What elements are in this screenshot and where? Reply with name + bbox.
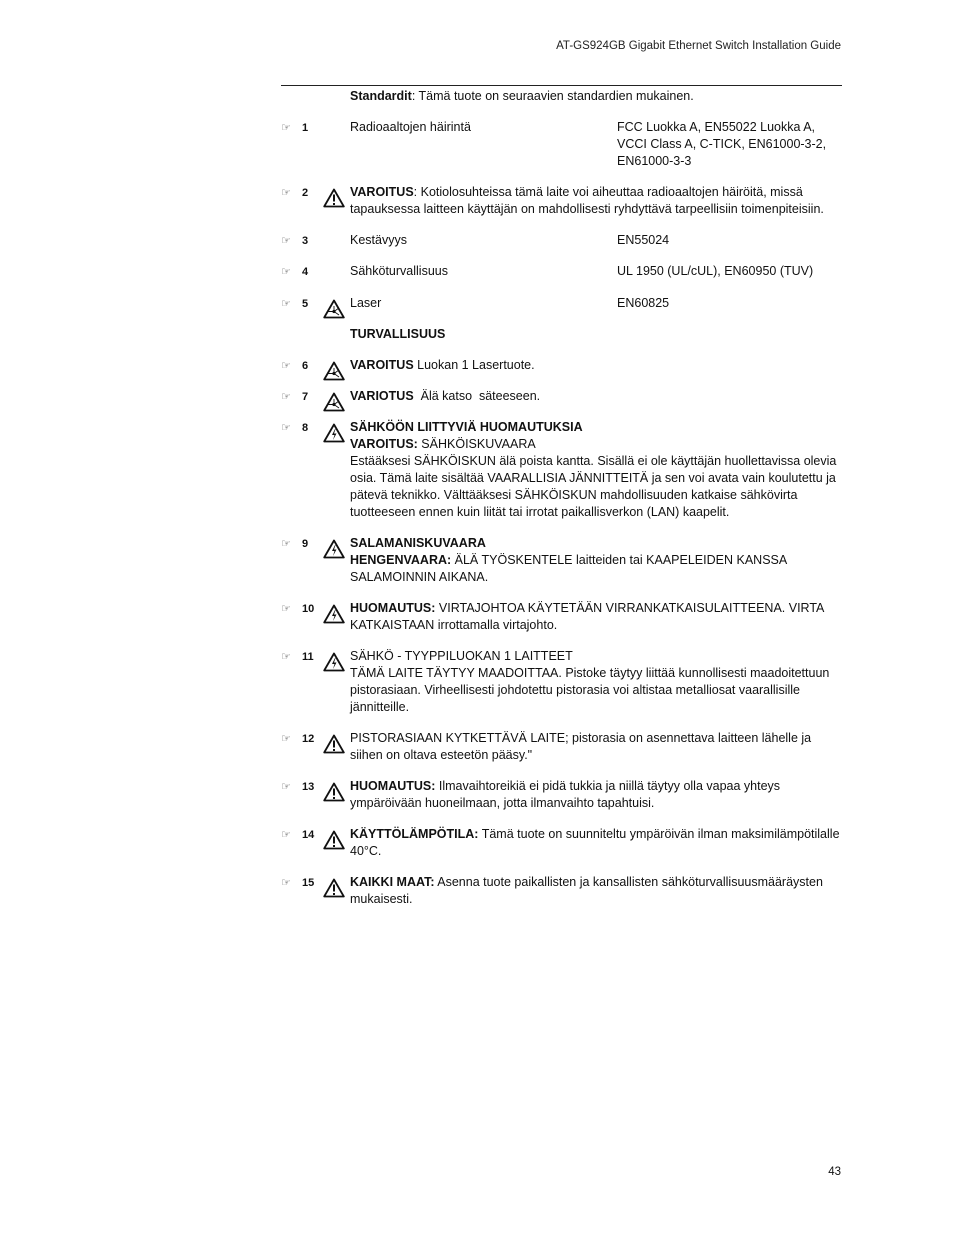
list-item xyxy=(281,874,842,908)
pointing-hand-icon: ☞ xyxy=(281,391,291,403)
running-header: AT-GS924GB Gigabit Ethernet Switch Installation Guide xyxy=(556,40,841,52)
item-number: ☞ 11 xyxy=(281,649,321,666)
laser-warning-icon xyxy=(323,299,345,319)
item-number: ☞ 9 xyxy=(281,536,321,553)
header-rule xyxy=(281,85,842,86)
list-item xyxy=(281,357,842,374)
list-item xyxy=(281,119,842,170)
item-bold: VAROITUS: xyxy=(350,437,418,451)
item-text: Ilmavaihtoreikiä ei pidä tukkia ja niillä täytyy olla vapaa yhteys ympäröivään huoneilmaan, jotta ilmanvaihto tapahtuisi. xyxy=(350,779,781,810)
document-body xyxy=(281,88,842,908)
item-text: : Kotiolosuhteissa tämä laite voi aiheuttaa radioaaltojen häiröitä, missä tapauksessa laitteen käyttäjän on mahdollisesti ryhdyttävä tarpeellisiin toimenpiteisiin. xyxy=(350,185,824,216)
pointing-hand-icon: ☞ xyxy=(281,422,291,434)
pointing-hand-icon: ☞ xyxy=(281,651,291,663)
pointing-hand-icon: ☞ xyxy=(281,829,291,841)
laser-warning-icon xyxy=(323,392,345,412)
item-text: SÄHKÖISKUVAARA xyxy=(417,437,536,451)
list-item xyxy=(281,535,842,586)
list-item xyxy=(281,419,842,521)
warning-triangle-icon xyxy=(323,188,345,208)
item-number: ☞ 6 xyxy=(281,358,321,375)
pointing-hand-icon: ☞ xyxy=(281,603,291,615)
warning-triangle-icon xyxy=(323,878,345,898)
item-number: ☞ 3 xyxy=(281,233,321,250)
list-item xyxy=(281,388,842,405)
item-bold: HENGENVAARA: xyxy=(350,553,452,567)
item-value: EN60825 xyxy=(617,296,670,310)
item-number: ☞ 7 xyxy=(281,389,321,406)
item-label: Laser xyxy=(350,296,382,310)
pointing-hand-icon: ☞ xyxy=(281,187,291,199)
intro-paragraph xyxy=(281,88,842,105)
item-bold: HUOMAUTUS: xyxy=(350,779,436,793)
intro-text: : Tämä tuote on seuraavien standardien mukainen. xyxy=(411,89,694,103)
item-text: VIRTAJOHTOA KÄYTETÄÄN VIRRANKATKAISULAITTEENA. VIRTA KATKAISTAAN irrottamalla virtajohto. xyxy=(350,601,824,632)
item-number: ☞ 8 xyxy=(281,420,321,437)
item-bold: KAIKKI MAAT: xyxy=(350,875,435,889)
item-number: ☞ 5 xyxy=(281,296,321,313)
warning-triangle-icon xyxy=(323,782,345,802)
item-number: ☞ 10 xyxy=(281,601,321,618)
item-bold: VAROITUS xyxy=(350,185,414,199)
item-label: Radioaaltojen häirintä xyxy=(350,120,471,134)
pointing-hand-icon: ☞ xyxy=(281,781,291,793)
pointing-hand-icon: ☞ xyxy=(281,298,291,310)
item-number: ☞ 14 xyxy=(281,827,321,844)
list-item xyxy=(281,778,842,812)
laser-warning-icon xyxy=(323,361,345,381)
item-text: Älä katso säteeseen. xyxy=(413,389,541,403)
item-heading: SÄHKÖÖN LIITTYVIÄ HUOMAUTUKSIA xyxy=(350,420,583,434)
page-number: 43 xyxy=(828,1166,841,1178)
pointing-hand-icon: ☞ xyxy=(281,235,291,247)
list-item xyxy=(281,826,842,860)
item-bold: VARIOTUS xyxy=(350,389,414,403)
item-number: ☞ 12 xyxy=(281,731,321,748)
item-text: Luokan 1 Lasertuote. xyxy=(413,358,535,372)
item-value: FCC Luokka A, EN55022 Luokka A, VCCI Class A, C-TICK, EN61000-3-2, EN61000-3-3 xyxy=(617,120,827,168)
item-text: ÄLÄ TYÖSKENTELE laitteiden tai KAAPELEIDEN KANSSA SALAMOINNIN AIKANA. xyxy=(350,553,787,584)
electric-shock-icon xyxy=(323,423,345,443)
electric-shock-icon xyxy=(323,652,345,672)
list-item xyxy=(281,730,842,764)
list-item xyxy=(281,648,842,716)
list-item xyxy=(281,263,842,280)
pointing-hand-icon: ☞ xyxy=(281,877,291,889)
item-heading: SÄHKÖ - TYYPPILUOKAN 1 LAITTEET xyxy=(350,649,573,663)
pointing-hand-icon: ☞ xyxy=(281,266,291,278)
item-label: Kestävyys xyxy=(350,233,407,247)
item-bold: VAROITUS xyxy=(350,358,414,372)
pointing-hand-icon: ☞ xyxy=(281,733,291,745)
electric-shock-icon xyxy=(323,604,345,624)
list-item xyxy=(281,295,842,312)
item-text: PISTORASIAAN KYTKETTÄVÄ LAITE; pistorasia on asennettava laitteen lähelle ja siihen on oltava esteetön pääsy." xyxy=(350,731,812,762)
list-item xyxy=(281,184,842,218)
electric-shock-icon xyxy=(323,539,345,559)
item-body: Estääksesi SÄHKÖISKUN älä poista kantta. Sisällä ei ole käyttäjän huollettavissa olevia osia. Tämä laite sisältää VAARALLISIA JÄNNITTEITÄ ja sen voi avata vain koulutettu ja pätevä teknikko. Välttääksesi SÄHKÖISKUN mahdollisuuden katkaise sähkövirta tuotteeseen ennen kuin liität tai irrotat paikallisverkon (LAN) kaapelit. xyxy=(350,454,837,519)
intro-bold: Standardit xyxy=(350,89,412,103)
warning-triangle-icon xyxy=(323,734,345,754)
list-item xyxy=(281,232,842,249)
item-number: ☞ 1 xyxy=(281,120,321,137)
list-item xyxy=(281,600,842,634)
item-value: EN55024 xyxy=(617,233,670,247)
item-value: UL 1950 (UL/cUL), EN60950 (TUV) xyxy=(617,264,814,278)
pointing-hand-icon: ☞ xyxy=(281,360,291,372)
item-number: ☞ 4 xyxy=(281,264,321,281)
item-heading: SALAMANISKUVAARA xyxy=(350,536,486,550)
section-heading: TURVALLISUUS xyxy=(350,327,446,341)
item-label: Sähköturvallisuus xyxy=(350,264,448,278)
item-number: ☞ 13 xyxy=(281,779,321,796)
warning-triangle-icon xyxy=(323,830,345,850)
item-body: TÄMÄ LAITE TÄYTYY MAADOITTAA. Pistoke täytyy liittää kunnollisesti maadoitettuun pistorasiaan. Virheellisesti johdotettu pistorasia voi altistaa metalliosat vaarallisille jännitteille. xyxy=(350,666,830,714)
item-number: ☞ 2 xyxy=(281,185,321,202)
item-bold: HUOMAUTUS: xyxy=(350,601,436,615)
item-text: Tämä tuote on suunniteltu ympäröivän ilman maksimilämpötilalle 40°C. xyxy=(350,827,840,858)
pointing-hand-icon: ☞ xyxy=(281,122,291,134)
pointing-hand-icon: ☞ xyxy=(281,538,291,550)
item-bold: KÄYTTÖLÄMPÖTILA: xyxy=(350,827,479,841)
item-number: ☞ 15 xyxy=(281,875,321,892)
item-text: Asenna tuote paikallisten ja kansallisten sähköturvallisuusmääräysten mukaisesti. xyxy=(350,875,823,906)
